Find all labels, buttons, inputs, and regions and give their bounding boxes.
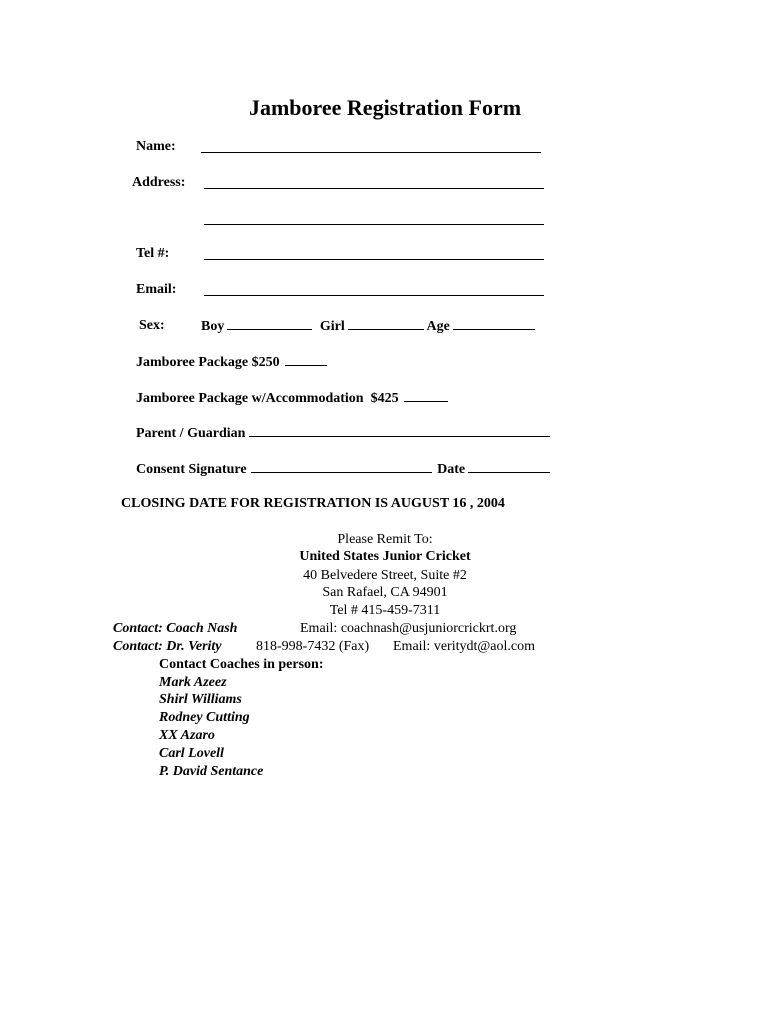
package-label: Jamboree Package $250 [136, 355, 280, 370]
coach-name: Rodney Cutting [159, 710, 250, 725]
remit-organization: United States Junior Cricket [299, 549, 471, 564]
sex-options-row [201, 318, 535, 335]
contact-coach-nash: Contact: Coach Nash [113, 621, 238, 636]
girl-field[interactable] [348, 318, 424, 330]
package-accommodation-field[interactable] [404, 390, 448, 402]
consent-signature-field[interactable] [251, 461, 432, 473]
age-label: Age [426, 319, 450, 334]
address-field-line-1[interactable] [204, 188, 544, 189]
boy-label: Boy [201, 319, 225, 334]
contact-dr-verity-email[interactable]: Email: veritydt@aol.com [393, 639, 535, 654]
coach-name: XX Azaro [159, 728, 215, 743]
parent-field[interactable] [249, 425, 550, 437]
email-label: Email: [136, 282, 177, 297]
name-field[interactable] [201, 152, 541, 153]
package-field[interactable] [285, 354, 327, 366]
coach-name: Carl Lovell [159, 746, 224, 761]
remit-tel: Tel # 415-459-7311 [329, 603, 441, 618]
date-label: Date [437, 462, 466, 477]
parent-label: Parent / Guardian [136, 426, 246, 441]
contact-dr-verity-fax: 818-998-7432 (Fax) [256, 639, 370, 654]
consent-label: Consent Signature [136, 462, 247, 477]
date-field[interactable] [468, 461, 550, 473]
remit-street: 40 Belvedere Street, Suite #2 [303, 568, 467, 583]
remit-city: San Rafael, CA 94901 [322, 585, 448, 600]
address-label: Address: [132, 175, 186, 190]
closing-date-notice: CLOSING DATE FOR REGISTRATION IS AUGUST 16 , 2004 [121, 496, 505, 511]
consent-row [136, 461, 550, 478]
address-field-line-2[interactable] [204, 224, 544, 225]
remit-heading: Please Remit To: [337, 532, 433, 547]
coaches-heading: Contact Coaches in person: [159, 657, 324, 672]
tel-field[interactable] [204, 259, 544, 260]
girl-label: Girl [319, 319, 345, 334]
coach-name: Shirl Williams [159, 692, 242, 707]
name-label: Name: [136, 139, 176, 154]
email-field[interactable] [204, 295, 544, 296]
contact-coach-nash-email[interactable]: Email: coachnash@usjuniorcrickrt.org [300, 621, 517, 636]
tel-label: Tel #: [136, 246, 170, 261]
package-row [136, 354, 327, 371]
age-field[interactable] [453, 318, 535, 330]
package-accommodation-label: Jamboree Package w/Accommodation $425 [136, 391, 399, 406]
coach-name: Mark Azeez [159, 675, 227, 690]
boy-field[interactable] [227, 318, 312, 330]
coach-name: P. David Sentance [159, 764, 264, 779]
form-title: Jamboree Registration Form [248, 95, 522, 120]
parent-row [136, 425, 550, 442]
package-accommodation-row [136, 390, 448, 407]
sex-label: Sex: [139, 318, 165, 333]
contact-dr-verity: Contact: Dr. Verity [113, 639, 222, 654]
